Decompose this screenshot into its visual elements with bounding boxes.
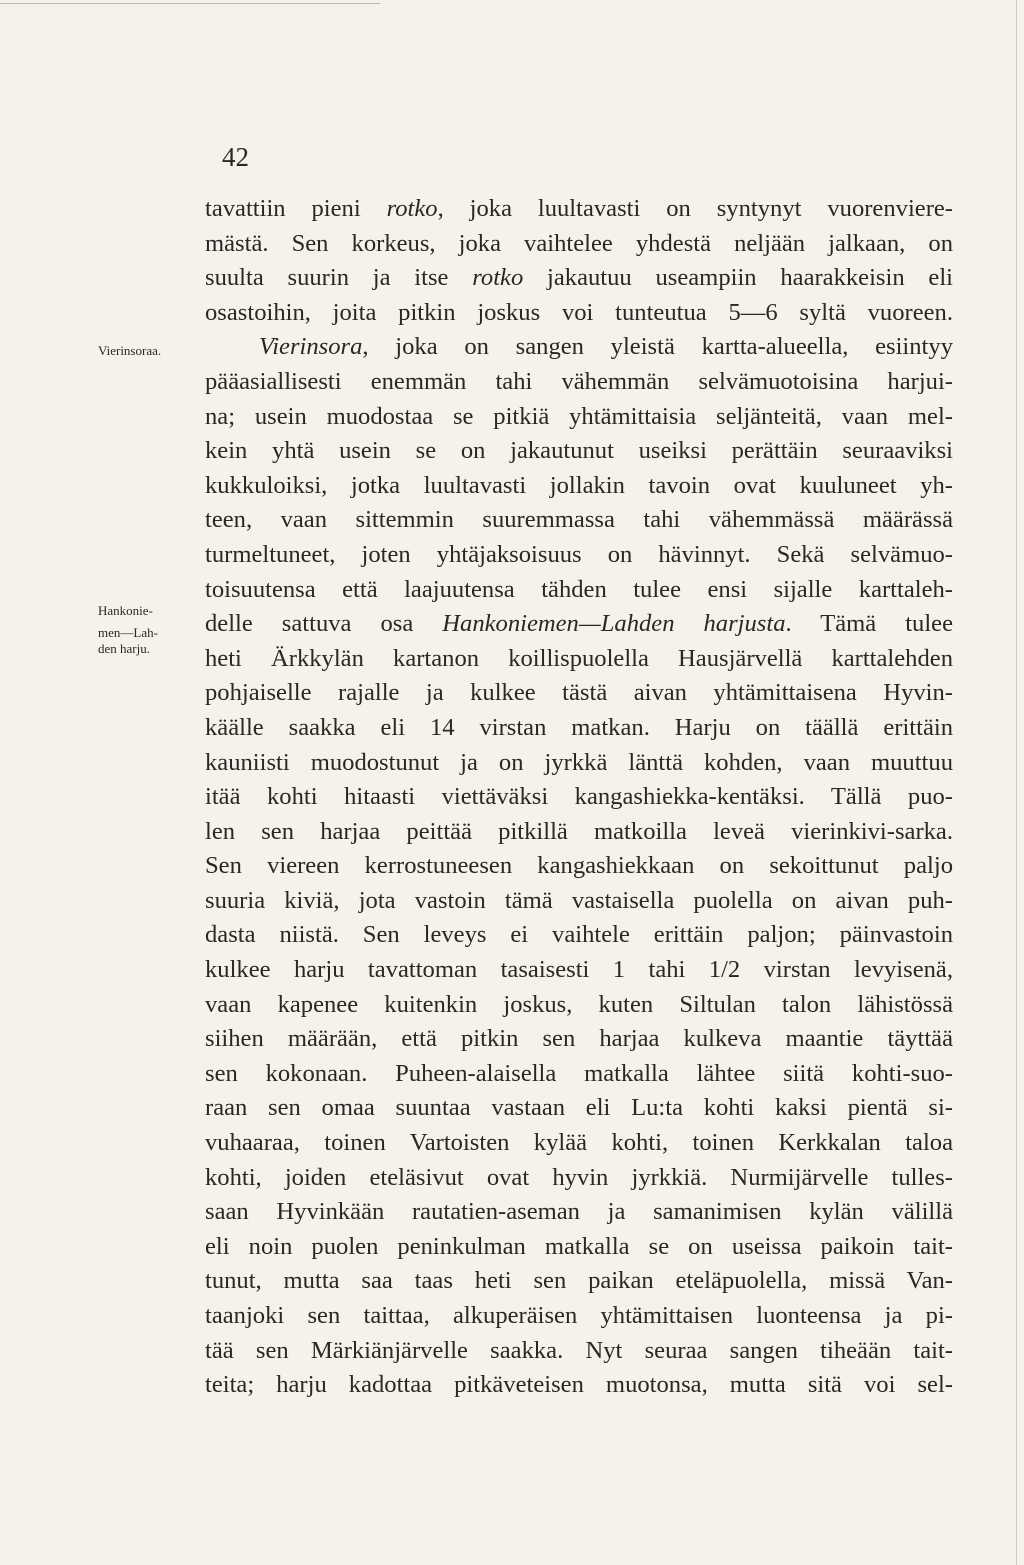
margin-note-hankoniemen-line-2: men—Lah- xyxy=(98,625,158,640)
text-line: osastoihin, joita pitkin joskus voi tunteutua 5—6 syltä vuoreen. xyxy=(205,298,953,326)
text-line: saan Hyvinkään rautatien-aseman ja samanimisen kylän välillä xyxy=(205,1198,953,1226)
text-line: heti Ärkkylän kartanon koillispuolella Hausjärvellä karttalehden xyxy=(205,644,953,672)
text-line: kohti, joiden eteläsivut ovat hyvin jyrkkiä. Nurmijärvelle tulles- xyxy=(205,1163,953,1191)
text-line: dasta niistä. Sen leveys ei vaihtele erittäin paljon; päinvastoin xyxy=(205,921,953,949)
text-line: len sen harjaa peittää pitkillä matkoilla leveä vierinkivi-sarka. xyxy=(205,817,953,845)
text-line: mästä. Sen korkeus, joka vaihtelee yhdestä neljään jalkaan, on xyxy=(205,229,953,257)
text-line: eli noin puolen peninkulman matkalla se on useissa paikoin tait- xyxy=(205,1232,953,1260)
text-line: delle sattuva osa Hankoniemen—Lahden harjusta. Tämä tulee xyxy=(205,610,954,638)
italic-term: rotko xyxy=(386,195,438,222)
text-line: suulta suurin ja itse rotko jakautuu useampiin haarakkeisin eli xyxy=(205,264,953,292)
text-line: tavattiin pieni rotko, joka luultavasti on syntynyt vuorenviere- xyxy=(205,195,953,222)
text-line: raan sen omaa suuntaa vastaan eli Lu:ta kohti kaksi pientä si- xyxy=(205,1094,953,1122)
text-line: tää sen Märkiänjärvelle saakka. Nyt seuraa sangen tiheään tait- xyxy=(205,1336,953,1364)
italic-term: rotko xyxy=(472,264,524,292)
page-number: 42 xyxy=(222,142,249,172)
text-line: Sen viereen kerrostuneesen kangashiekkaan on sekoittunut paljo xyxy=(205,852,953,880)
text-line: teen, vaan sittemmin suuremmassa tahi vähemmässä määrässä xyxy=(205,506,953,534)
text-line: sen kokonaan. Puheen-alaisella matkalla lähtee siitä kohti-suo- xyxy=(205,1059,953,1087)
text-line: toisuutensa että laajuutensa tähden tulee ensi sijalle karttaleh- xyxy=(205,575,953,603)
text-line: pääasiallisesti enemmän tahi vähemmän selvämuotoisina harjui- xyxy=(205,367,953,395)
text-line: turmeltuneet, joten yhtäjaksoisuus on hävinnyt. Sekä selvämuo- xyxy=(205,540,953,568)
text-line: itää kohti hitaasti viettäväksi kangashiekka-kentäksi. Tällä puo- xyxy=(205,783,953,811)
text-line: taanjoki sen taittaa, alkuperäisen yhtämittaisen luonteensa ja pi- xyxy=(205,1302,953,1329)
text-line: Vierinsora, joka on sangen yleistä kartta-alueella, esiintyy xyxy=(259,333,953,361)
margin-note-hankoniemen-line-1: Hankonie- xyxy=(98,603,153,618)
text-line: siihen määrään, että pitkin sen harjaa kulkeva maantie täyttää xyxy=(205,1025,953,1053)
italic-term: Hankoniemen—Lahden harjusta xyxy=(442,610,786,638)
italic-term: Vierinsora xyxy=(259,333,363,361)
margin-note-hankoniemen-line-3: den harju. xyxy=(98,641,150,656)
top-rule xyxy=(0,3,380,4)
text-line: kukkuloiksi, jotka luultavasti jollakin tavoin ovat kuuluneet yh- xyxy=(205,471,953,499)
text-line: tunut, mutta saa taas heti sen paikan eteläpuolella, missä Van- xyxy=(205,1267,953,1295)
body-text xyxy=(205,192,953,1403)
margin-note-vierinsoraa: Vierinsoraa. xyxy=(98,343,162,358)
text-line: vuhaaraa, toinen Vartoisten kylää kohti, toinen Kerkkalan taloa xyxy=(205,1129,953,1157)
text-line: pohjaiselle rajalle ja kulkee tästä aivan yhtämittaisena Hyvin- xyxy=(205,679,953,707)
text-line: na; usein muodostaa se pitkiä yhtämittaisia seljänteitä, vaan mel- xyxy=(205,402,953,430)
text-line: kulkee harju tavattoman tasaisesti 1 tahi 1/2 virstan levyisenä, xyxy=(205,956,953,984)
text-line: suuria kiviä, jota vastoin tämä vastaisella puolella on aivan puh- xyxy=(205,886,953,914)
text-line: kauniisti muodostunut ja on jyrkkä länttä kohden, vaan muuttuu xyxy=(205,748,953,776)
text-line: teita; harju kadottaa pitkäveteisen muotonsa, mutta sitä voi sel- xyxy=(205,1371,953,1399)
text-line: kein yhtä usein se on jakautunut useiksi perättäin seuraaviksi xyxy=(205,437,953,465)
text-line: vaan kapenee kuitenkin joskus, kuten Siltulan talon lähistössä xyxy=(205,990,953,1018)
text-line: käälle saakka eli 14 virstan matkan. Harju on täällä erittäin xyxy=(205,713,953,741)
right-edge-rule xyxy=(1016,0,1017,1565)
